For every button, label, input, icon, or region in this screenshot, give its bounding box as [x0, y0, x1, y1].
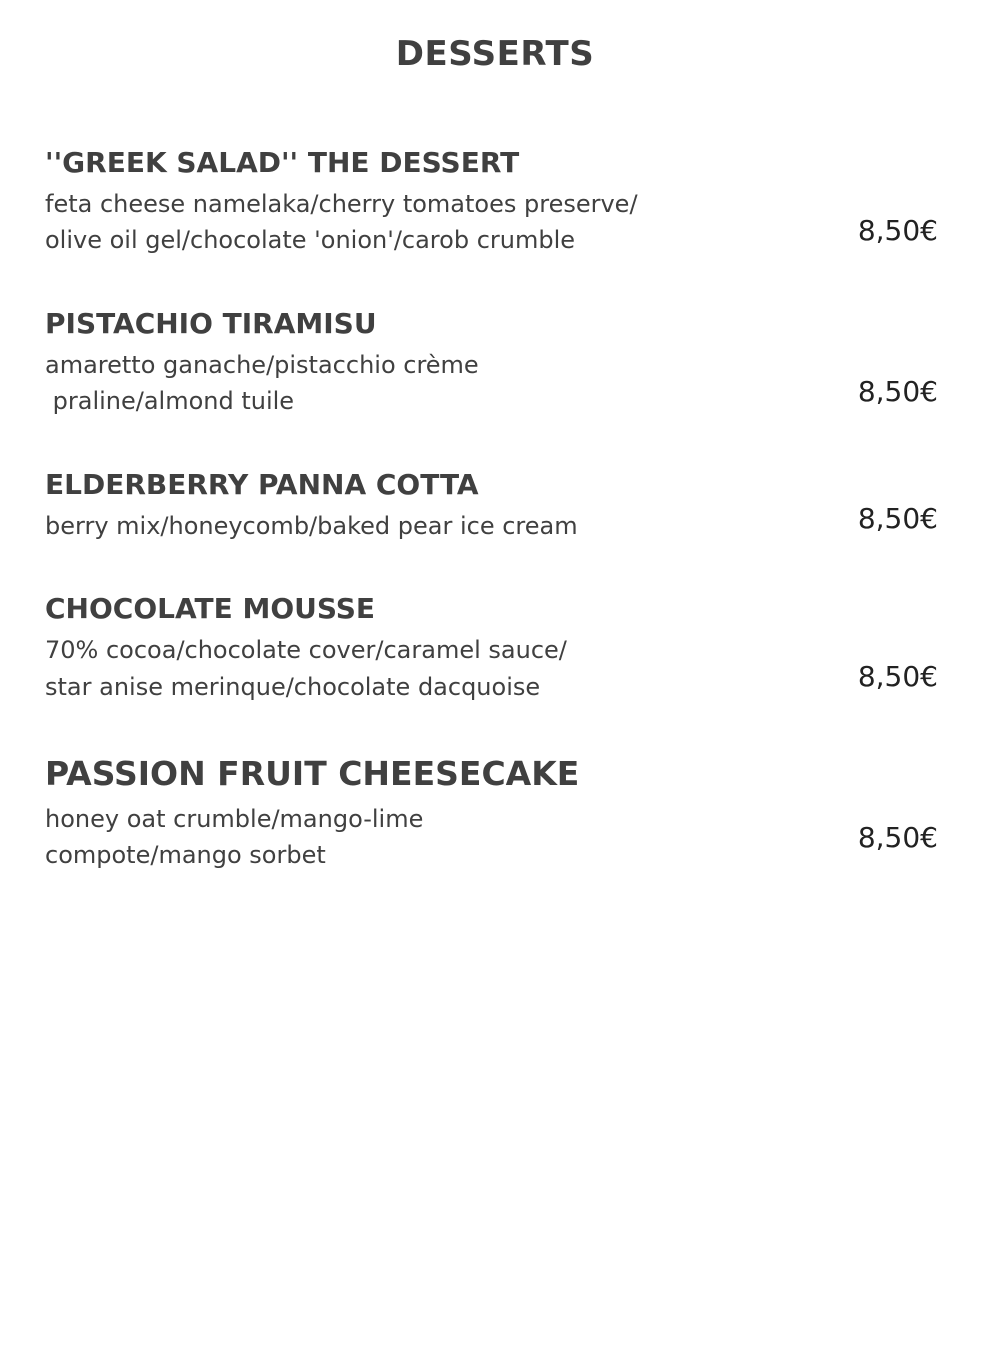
page-title: DESSERTS	[395, 34, 595, 74]
menu-item-description-line: honey oat crumble/mango-lime	[45, 805, 424, 833]
menu-item-description-line: 70% cocoa/chocolate cover/caramel sauce/	[45, 636, 567, 664]
menu-item-price: 8,50€	[857, 660, 938, 693]
menu-item-description-line: amaretto ganache/pistacchio crème	[45, 351, 479, 379]
menu-item-description-line: olive oil gel/chocolate 'onion'/carob crumble	[45, 226, 576, 254]
menu-item-price: 8,50€	[857, 502, 938, 535]
menu-item-name: PISTACHIO TIRAMISU	[45, 307, 377, 340]
menu-item-name: CHOCOLATE MOUSSE	[45, 592, 376, 625]
menu-item-description-line: feta cheese namelaka/cherry tomatoes preserve/	[45, 190, 638, 218]
menu-item-price: 8,50€	[857, 375, 938, 408]
menu-item-price: 8,50€	[857, 214, 938, 247]
menu-item-description-line: star anise merinque/chocolate dacquoise	[45, 673, 541, 701]
menu-item-name: PASSION FRUIT CHEESECAKE	[45, 754, 580, 793]
menu-item-description-line: compote/mango sorbet	[45, 841, 326, 869]
menu-item-name: ''GREEK SALAD'' THE DESSERT	[45, 146, 520, 179]
menu-item-name: ELDERBERRY PANNA COTTA	[45, 468, 479, 501]
menu-item-description-line: praline/almond tuile	[45, 387, 295, 415]
menu-item-description-line: berry mix/honeycomb/baked pear ice cream	[45, 512, 578, 540]
menu-item-price: 8,50€	[857, 821, 938, 854]
